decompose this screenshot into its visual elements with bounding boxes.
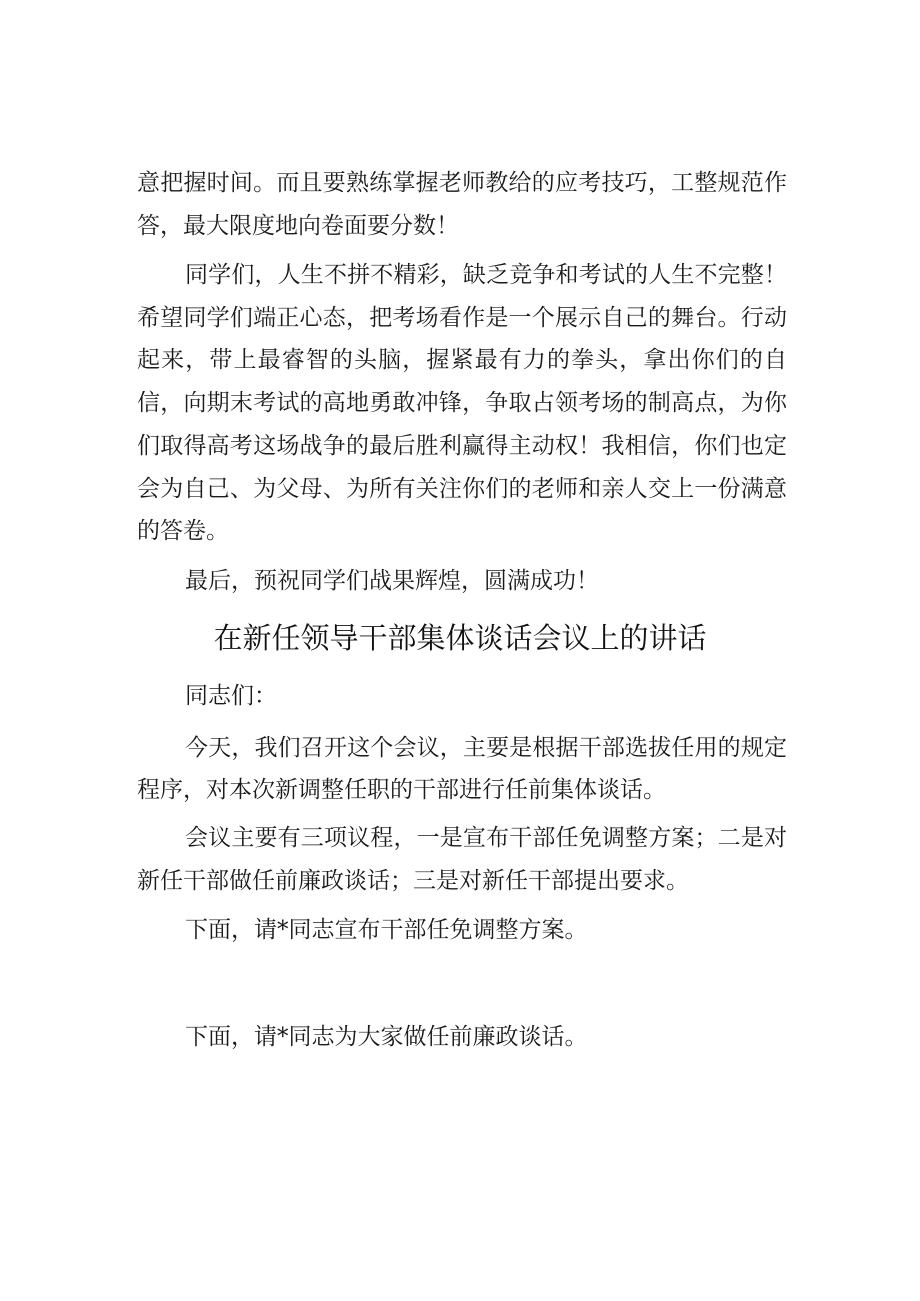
paragraph-line: 新任干部做任前廉政谈话；三是对新任干部提出要求。	[137, 868, 689, 894]
paragraph-line: 同学们，人生不拼不精彩，缺乏竞争和考试的人生不完整！	[185, 262, 787, 288]
paragraph-line: 会为自己、为父母、为所有关注你们的老师和亲人交上一份满意	[137, 476, 787, 502]
salutation: 同志们：	[185, 683, 277, 709]
paragraph-line: 答，最大限度地向卷面要分数！	[137, 213, 459, 239]
paragraph-line: 们取得高考这场战争的最后胜利赢得主动权！我相信，你们也定	[137, 433, 787, 459]
speech-title: 在新任领导干部集体谈话会议上的讲话	[213, 621, 707, 655]
paragraph-line: 起来，带上最睿智的头脑，握紧最有力的拳头，拿出你们的自	[137, 347, 787, 373]
paragraph-line: 下面，请*同志为大家做任前廉政谈话。	[185, 1024, 588, 1050]
paragraph-line: 今天，我们召开这个会议，主要是根据干部选拔任用的规定	[185, 735, 787, 761]
paragraph-line: 会议主要有三项议程，一是宣布干部任免调整方案；二是对	[185, 825, 787, 851]
paragraph-line: 下面，请*同志宣布干部任免调整方案。	[185, 917, 588, 943]
paragraph-line: 程序，对本次新调整任职的干部进行任前集体谈话。	[137, 777, 666, 803]
paragraph-line: 意把握时间。而且要熟练掌握老师教给的应考技巧，工整规范作	[137, 170, 787, 196]
paragraph-line: 的答卷。	[137, 518, 229, 544]
paragraph-line: 最后，预祝同学们战果辉煌，圆满成功！	[185, 568, 599, 594]
paragraph-line: 希望同学们端正心态，把考场看作是一个展示自己的舞台。行动	[137, 305, 787, 331]
paragraph-line: 信，向期末考试的高地勇敢冲锋，争取占领考场的制高点，为你	[137, 390, 787, 416]
